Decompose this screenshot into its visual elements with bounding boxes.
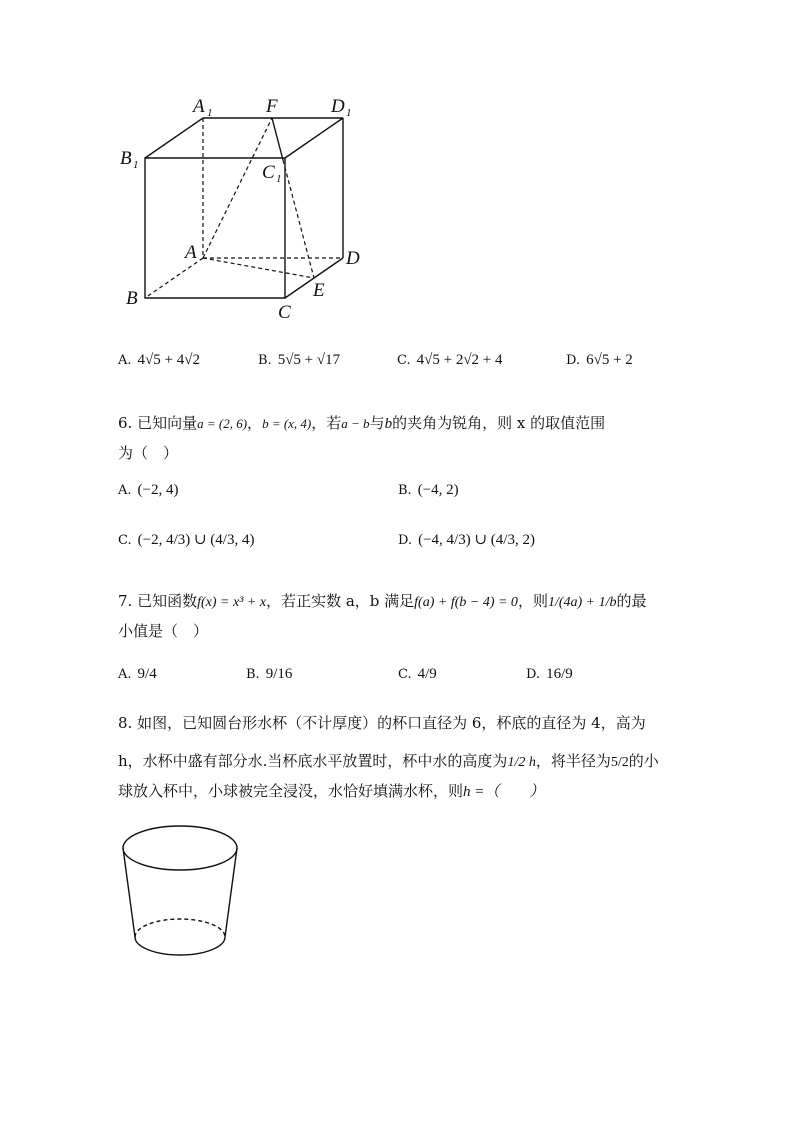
cube-figure bbox=[110, 90, 380, 330]
cup-rim bbox=[123, 826, 237, 870]
label-B1-sub: 1 bbox=[133, 159, 139, 171]
q7-stem-line1: 7. 已知函数f(x) = x³ + x，若正实数 a，b 满足f(a) + f(b − 4) = 0，则1/(4a) + 1/b的最 bbox=[118, 592, 647, 610]
q5-option-d[interactable]: D. 6√5 + 2 bbox=[566, 352, 633, 368]
q7-option-a[interactable]: A. 9/4 bbox=[118, 666, 157, 682]
label-D: D bbox=[346, 248, 360, 269]
cup-base-back bbox=[135, 919, 225, 937]
label-E: E bbox=[313, 280, 325, 301]
q5-option-c[interactable]: C. 4√5 + 2√2 + 4 bbox=[397, 352, 503, 368]
q5-option-a[interactable]: A. 4√5 + 4√2 bbox=[118, 352, 200, 368]
label-B: B bbox=[126, 288, 138, 309]
q6-stem-line2: 为（ ） bbox=[118, 444, 179, 462]
q6-option-b[interactable]: B. (−4, 2) bbox=[398, 482, 459, 498]
function-f: f(x) = x³ + x bbox=[197, 595, 267, 610]
q7-option-c[interactable]: C. 4/9 bbox=[398, 666, 437, 682]
label-C: C bbox=[278, 302, 291, 323]
q8-stem-line3: 球放入杯中，小球被完全浸没，水恰好填满水杯，则h =（ ） bbox=[118, 782, 545, 800]
label-D1-sub: 1 bbox=[346, 107, 352, 119]
label-C1-sub: 1 bbox=[276, 173, 282, 185]
q6-stem-line1: 6. 已知向量a = (2, 6)，b = (x, 4)，若a − b与b的夹角为锐角，则 x 的取值范围 bbox=[118, 414, 606, 432]
label-A1: A bbox=[193, 96, 205, 117]
q7-option-b[interactable]: B. 9/16 bbox=[246, 666, 293, 682]
cup-figure bbox=[115, 820, 245, 965]
vector-a: a = (2, 6) bbox=[197, 416, 248, 431]
q7-option-d[interactable]: D. 16/9 bbox=[526, 666, 573, 682]
q6-option-d[interactable]: D. (−4, 4/3) ∪ (4/3, 2) bbox=[398, 532, 535, 548]
q8-stem-line2: h，水杯中盛有部分水.当杯底水平放置时，杯中水的高度为1/2 h，将半径为5/2的小 bbox=[118, 752, 659, 770]
q6-option-a[interactable]: A. (−2, 4) bbox=[118, 482, 179, 498]
label-B1: B bbox=[120, 148, 132, 169]
vector-b: b = (x, 4) bbox=[262, 416, 312, 431]
q5-option-b[interactable]: B. 5√5 + √17 bbox=[258, 352, 341, 368]
label-C1: C bbox=[262, 162, 275, 183]
cup-base-front bbox=[135, 937, 225, 955]
label-A1-sub: 1 bbox=[207, 107, 213, 119]
label-A: A bbox=[185, 242, 197, 263]
q8-stem-line1: 8. 如图，已知圆台形水杯（不计厚度）的杯口直径为 6，杯底的直径为 4，高为 bbox=[118, 714, 646, 732]
q7-stem-line2: 小值是（ ） bbox=[118, 622, 209, 640]
label-F: F bbox=[266, 96, 278, 117]
label-D1: D bbox=[331, 96, 345, 117]
q6-option-c[interactable]: C. (−2, 4/3) ∪ (4/3, 4) bbox=[118, 532, 255, 548]
